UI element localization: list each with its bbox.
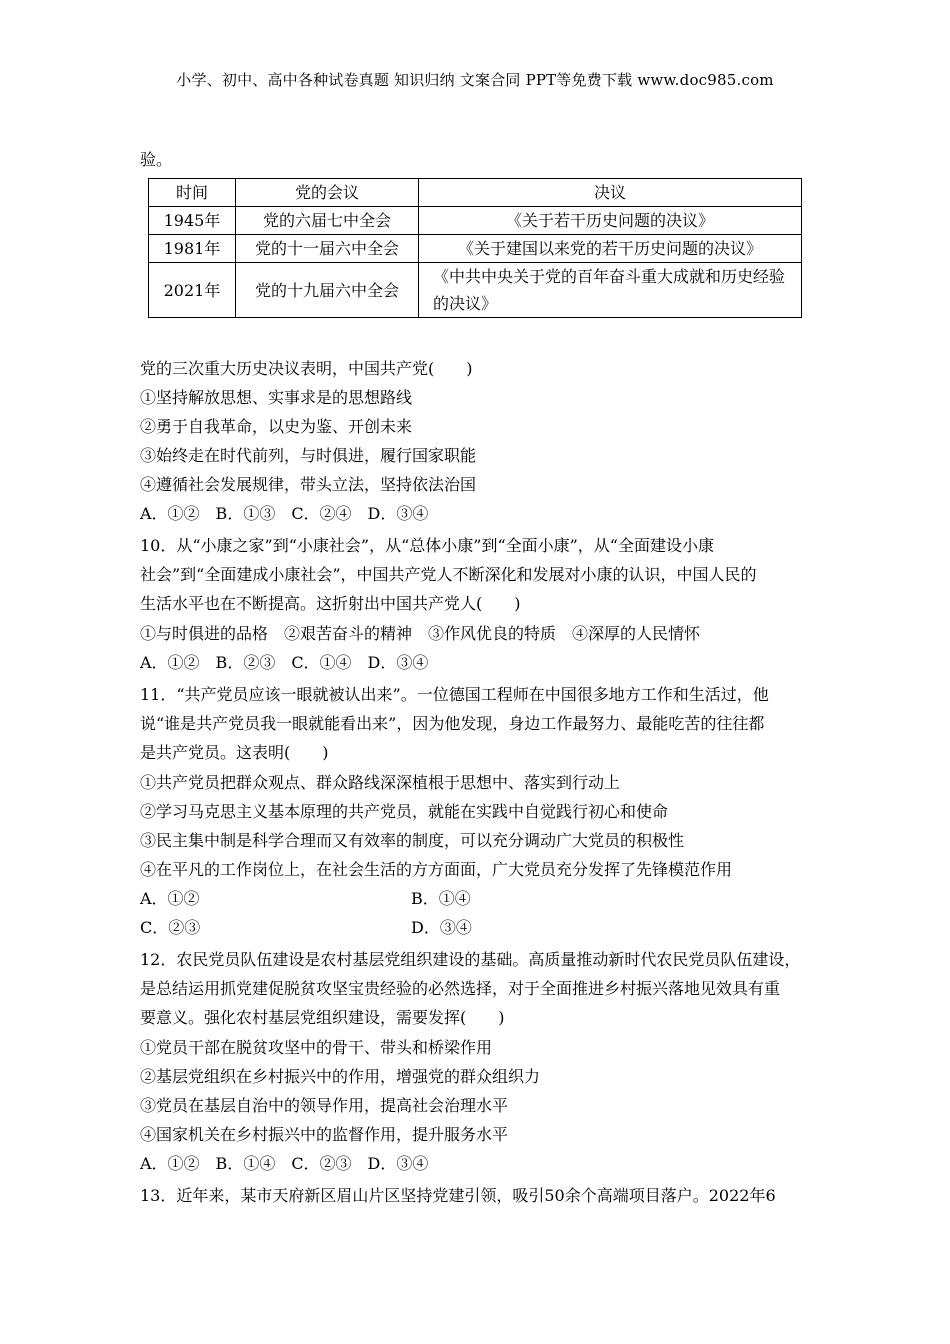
question-stem: 社会”到“全面建成小康社会”，中国共产党人不断深化和发展对小康的认识，中国人民的: [140, 565, 757, 584]
table-cell: 2021年: [149, 263, 236, 318]
question-item: ②勇于自我革命，以史为鉴、开创未来: [140, 417, 413, 436]
answer-options: A．①② B．①④ C．②③ D．③④: [140, 1154, 429, 1173]
question-stem: 11．“共产党员应该一眼就被认出来”。一位德国工程师在中国很多地方工作和生活过，他: [140, 685, 769, 704]
table-header-cell: 时间: [149, 179, 236, 207]
answer-option: D．③④: [411, 918, 472, 937]
question-stem: 10．从“小康之家”到“小康社会”，从“总体小康”到“全面小康”，从“全面建设小康: [140, 536, 714, 555]
table-header-cell: 党的会议: [236, 179, 419, 207]
question-item: ③民主集中制是科学合理而又有效率的制度，可以充分调动广大党员的积极性: [140, 831, 685, 850]
answer-options: A．①② B．①③ C．②④ D．③④: [140, 504, 429, 523]
table-cell: 《关于建国以来党的若干历史问题的决议》: [419, 235, 802, 263]
question-item: ④在平凡的工作岗位上，在社会生活的方方面面，广大党员充分发挥了先锋模范作用: [140, 860, 733, 879]
question-item: ①党员干部在脱贫攻坚中的骨干、带头和桥梁作用: [140, 1038, 493, 1057]
page-header: 小学、初中、高中各种试卷真题 知识归纳 文案合同 PPT等免费下载 www.doc985.com: [176, 71, 774, 89]
table-cell: 党的十九届六中全会: [236, 263, 419, 318]
question-item: ①共产党员把群众观点、群众路线深深植根于思想中、落实到行动上: [140, 773, 621, 792]
answer-option: C．②③: [140, 918, 201, 937]
table-row: [149, 263, 802, 318]
question-stem: 要意义。强化农村基层党组织建设，需要发挥( ): [140, 1008, 505, 1027]
table-cell: 党的十一届六中全会: [236, 235, 419, 263]
table-cell: 党的六届七中全会: [236, 207, 419, 235]
resolutions-table: [148, 178, 802, 318]
table-cell: 1981年: [149, 235, 236, 263]
question-stem: 13．近年来，某市天府新区眉山片区坚持党建引领，吸引50余个高端项目落户。2022年6: [140, 1186, 776, 1205]
question-stem: 12．农民党员队伍建设是农村基层党组织建设的基础。高质量推动新时代农民党员队伍建设，: [140, 950, 801, 969]
table-row: [149, 235, 802, 263]
question-stem: 说“谁是共产党员我一眼就能看出来”，因为他发现，身边工作最努力、最能吃苦的往往都: [140, 714, 765, 733]
question-item: ②学习马克思主义基本原理的共产党员，就能在实践中自觉践行初心和使命: [140, 802, 669, 821]
answer-options: A．①② B．②③ C．①④ D．③④: [140, 653, 429, 672]
answer-option: A．①②: [140, 889, 200, 908]
table-row: [149, 207, 802, 235]
table-cell: 1945年: [149, 207, 236, 235]
table-header-row: [149, 179, 802, 207]
intro-tail: 验。: [140, 150, 173, 169]
question-stem: 生活水平也在不断提高。这折射出中国共产党人( ): [140, 594, 521, 613]
question-item: ③始终走在时代前列，与时俱进，履行国家职能: [140, 446, 477, 465]
question-item: ③党员在基层自治中的领导作用，提高社会治理水平: [140, 1096, 509, 1115]
answer-option: B．①④: [411, 889, 471, 908]
question-item: ④国家机关在乡村振兴中的监督作用，提升服务水平: [140, 1125, 509, 1144]
table-header-cell: 决议: [419, 179, 802, 207]
question-item: ②基层党组织在乡村振兴中的作用，增强党的群众组织力: [140, 1067, 541, 1086]
question-item: ④遵循社会发展规律，带头立法，坚持依法治国: [140, 475, 477, 494]
table-cell: 《关于若干历史问题的决议》: [419, 207, 802, 235]
question-item: ①坚持解放思想、实事求是的思想路线: [140, 388, 413, 407]
question-stem: 是共产党员。这表明( ): [140, 743, 329, 762]
question-stem: 是总结运用抓党建促脱贫攻坚宝贵经验的必然选择，对于全面推进乡村振兴落地见效具有重: [140, 979, 781, 998]
question-item: ①与时俱进的品格 ②艰苦奋斗的精神 ③作风优良的特质 ④深厚的人民情怀: [140, 624, 701, 643]
question-stem: 党的三次重大历史决议表明，中国共产党( ): [140, 359, 473, 378]
table-cell: 《中共中央关于党的百年奋斗重大成就和历史经验的决议》: [419, 263, 802, 318]
